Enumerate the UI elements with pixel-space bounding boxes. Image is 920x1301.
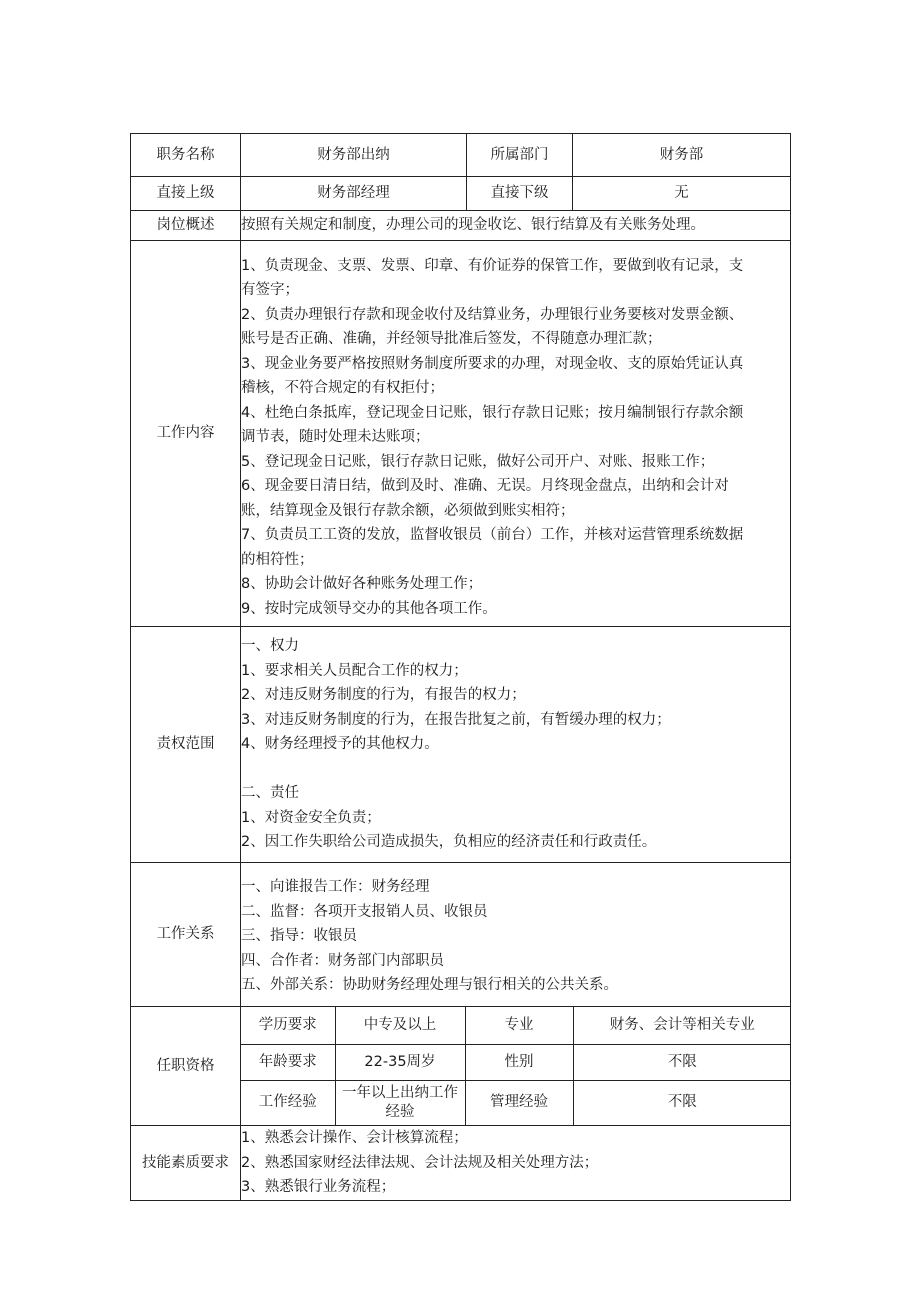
row-authority <box>131 627 791 863</box>
job-description-table <box>130 133 791 1201</box>
duties-label: 工作内容 <box>131 241 241 627</box>
overview-label: 岗位概述 <box>131 211 241 241</box>
exp-label: 工作经验 <box>241 1080 335 1125</box>
rights-item: 2、对违反财务制度的行为，有报告的权力； <box>241 687 526 704</box>
overview-text: 按照有关规定和制度，办理公司的现金收讫、银行结算及有关账务处理。 <box>241 211 791 241</box>
skill-line: 3、熟悉银行业务流程； <box>241 1179 396 1196</box>
mgmt-value: 不限 <box>667 1094 697 1111</box>
qualification-table <box>241 1007 791 1125</box>
duties-text <box>241 241 791 627</box>
duty-item: 1、对资金安全负责； <box>241 809 381 826</box>
relation-line: 三、指导：收银员 <box>241 928 357 945</box>
skills-label: 技能素质要求 <box>131 1126 241 1201</box>
row-overview <box>131 211 791 241</box>
superior-label: 直接上级 <box>131 177 241 211</box>
edu-value: 中专及以上 <box>335 1007 465 1044</box>
qual-row-education <box>241 1007 791 1044</box>
row-duties <box>131 241 791 627</box>
duty-line: 5、登记现金日记账，银行存款日记账，做好公司开户、对账、报账工作； <box>241 453 715 470</box>
gender-label: 性别 <box>465 1044 573 1080</box>
skill-line: 1、熟悉会计操作、会计核算流程； <box>241 1130 468 1147</box>
duty-line: 有签字； <box>241 282 299 299</box>
relation-line: 一、向谁报告工作：财务经理 <box>241 879 430 896</box>
duty-line: 2、负责办理银行存款和现金收付及结算业务，办理银行业务要核对发票金额、 <box>241 306 744 323</box>
dept-label: 所属部门 <box>467 134 573 177</box>
duty-line: 3、现金业务要严格按照财务制度所要求的办理，对现金收、支的原始凭证认真 <box>241 355 744 372</box>
row-relations <box>131 863 791 1007</box>
duty-item: 2、因工作失职给公司造成损失，负相应的经济责任和行政责任。 <box>241 834 657 851</box>
row-skills <box>131 1126 791 1201</box>
authority-text <box>241 627 791 863</box>
edu-label: 学历要求 <box>241 1007 335 1044</box>
age-value: 22-35周岁 <box>335 1044 465 1080</box>
mgmt-label: 管理经验 <box>465 1080 573 1125</box>
qualification-cell <box>241 1007 791 1126</box>
duty-title: 二、责任 <box>241 785 299 802</box>
qualification-label: 任职资格 <box>131 1007 241 1126</box>
duty-line: 7、负责员工工资的发放，监督收银员（前台）工作，并核对运营管理系统数据 <box>241 527 744 544</box>
superior-value: 财务部经理 <box>241 177 467 211</box>
major-label: 专业 <box>465 1007 573 1044</box>
duty-line: 1、负责现金、支票、发票、印章、有价证券的保管工作，要做到收有记录，支 <box>241 257 744 274</box>
row-qualification <box>131 1007 791 1126</box>
dept-value: 财务部 <box>573 134 791 177</box>
duty-line: 6、现金要日清日结，做到及时、准确、无误。月终现金盘点，出纳和会计对 <box>241 478 729 495</box>
duty-line: 4、杜绝白条抵库，登记现金日记账，银行存款日记账；按月编制银行存款余额 <box>241 404 744 421</box>
relation-line: 二、监督：各项开支报销人员、收银员 <box>241 903 488 920</box>
duty-line: 调节表，随时处理未达账项； <box>241 429 430 446</box>
rights-title: 一、权力 <box>241 638 299 655</box>
relation-line: 四、合作者：财务部门内部职员 <box>241 952 444 969</box>
skills-text <box>241 1126 791 1201</box>
duty-line: 9、按时完成领导交办的其他各项工作。 <box>241 600 497 617</box>
duty-line: 稽核，不符合规定的有权拒付； <box>241 380 444 397</box>
duty-line: 8、协助会计做好各种账务处理工作； <box>241 576 483 593</box>
position-label: 职务名称 <box>131 134 241 177</box>
age-label: 年龄要求 <box>241 1044 335 1080</box>
exp-value-line: 经验 <box>385 1103 415 1120</box>
relation-line: 五、外部关系：协助财务经理处理与银行相关的公共关系。 <box>241 977 618 994</box>
section-gap <box>241 757 790 782</box>
authority-label: 责权范围 <box>131 627 241 863</box>
subordinate-label: 直接下级 <box>467 177 573 211</box>
row-superior <box>131 177 791 211</box>
row-position <box>131 134 791 177</box>
rights-item: 1、要求相关人员配合工作的权力； <box>241 662 468 679</box>
exp-value-line: 一年以上出纳工作 <box>342 1084 458 1101</box>
major-value: 财务、会计等相关专业 <box>573 1007 791 1044</box>
rights-item: 3、对违反财务制度的行为，在报告批复之前，有暂缓办理的权力； <box>241 711 671 728</box>
duty-line: 账号是否正确、准确，并经领导批准后签发，不得随意办理汇款； <box>241 331 662 348</box>
gender-value: 不限 <box>573 1044 791 1080</box>
exp-value <box>335 1080 465 1125</box>
rights-item: 4、财务经理授予的其他权力。 <box>241 736 439 753</box>
qual-row-age <box>241 1044 791 1080</box>
relations-label: 工作关系 <box>131 863 241 1007</box>
subordinate-value: 无 <box>573 177 791 211</box>
relations-text <box>241 863 791 1007</box>
position-value: 财务部出纳 <box>241 134 467 177</box>
skill-line: 2、熟悉国家财经法律法规、会计法规及相关处理方法； <box>241 1154 599 1171</box>
duty-line: 账，结算现金及银行存款余额，必须做到账实相符； <box>241 502 575 519</box>
duty-line: 的相符性； <box>241 551 314 568</box>
qual-row-experience <box>241 1080 791 1125</box>
